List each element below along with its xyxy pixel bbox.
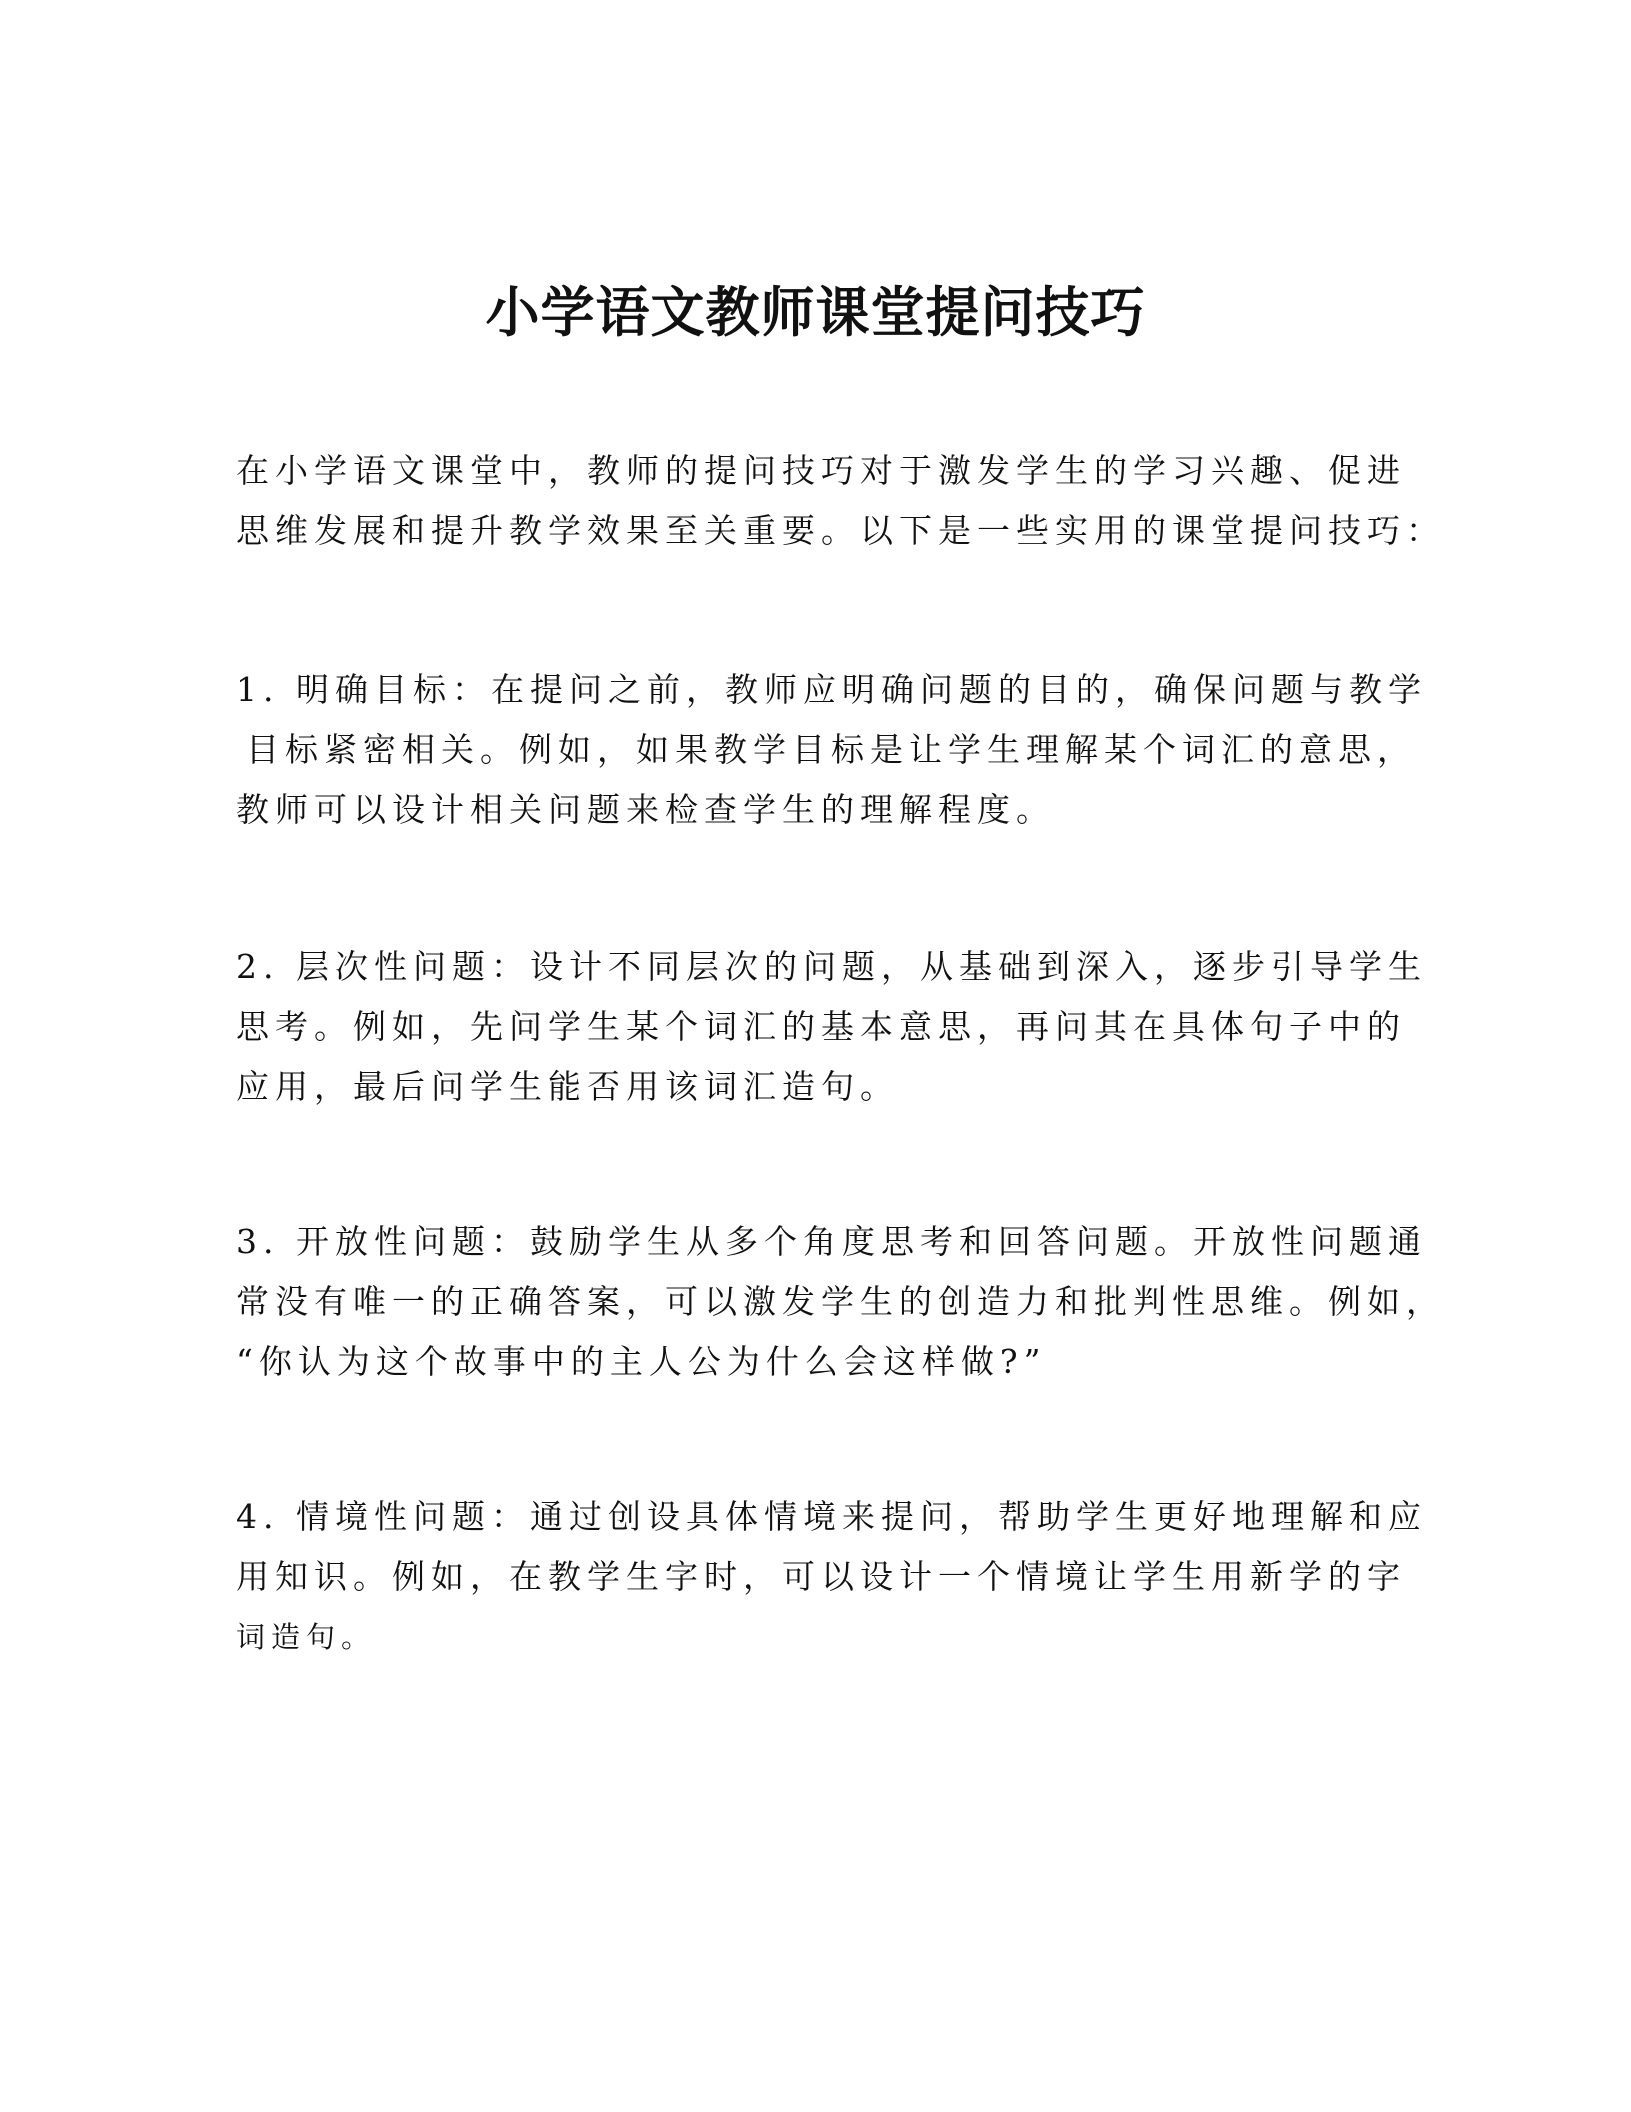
tip-4-line: 用知识。例如，在教学生字时，可以设计一个情境让学生用新学的字	[236, 1557, 1406, 1596]
tip-4-paragraph	[236, 1487, 1427, 1667]
document-title: 小学语文教师课堂提问技巧	[485, 280, 1146, 344]
intro-line: 在小学语文课堂中，教师的提问技巧对于激发学生的学习兴趣、促进	[236, 451, 1406, 490]
tip-2-paragraph	[236, 937, 1427, 1117]
tip-4-line: 词造句。	[236, 1620, 377, 1654]
tip-1-line: 目标紧密相关。例如，如果教学目标是让学生理解某个词汇的意思，	[246, 730, 1416, 769]
tip-3-line: 3. 开放性问题：鼓励学生从多个角度思考和回答问题。开放性问题通	[236, 1222, 1427, 1261]
tip-3-line: 常没有唯一的正确答案，可以激发学生的创造力和批判性思维。例如，	[236, 1282, 1445, 1321]
tip-1-line: 教师可以设计相关问题来检查学生的理解程度。	[236, 790, 1055, 829]
tip-1-paragraph	[236, 660, 1427, 840]
tip-2-line: 2. 层次性问题：设计不同层次的问题，从基础到深入，逐步引导学生	[236, 947, 1427, 986]
intro-line: 思维发展和提升教学效果至关重要。以下是一些实用的课堂提问技巧：	[236, 511, 1445, 550]
tip-2-line: 思考。例如，先问学生某个词汇的基本意思，再问其在具体句子中的	[236, 1007, 1406, 1046]
tip-2-line: 应用，最后问学生能否用该词汇造句。	[236, 1067, 899, 1106]
tip-3-line: “你认为这个故事中的主人公为什么会这样做?”	[236, 1342, 1047, 1381]
tip-4-line: 4. 情境性问题：通过创设具体情境来提问，帮助学生更好地理解和应	[236, 1497, 1427, 1536]
intro-paragraph	[236, 441, 1445, 561]
tip-1-line: 1. 明确目标：在提问之前，教师应明确问题的目的，确保问题与教学	[236, 670, 1427, 709]
tip-3-paragraph	[236, 1212, 1445, 1392]
